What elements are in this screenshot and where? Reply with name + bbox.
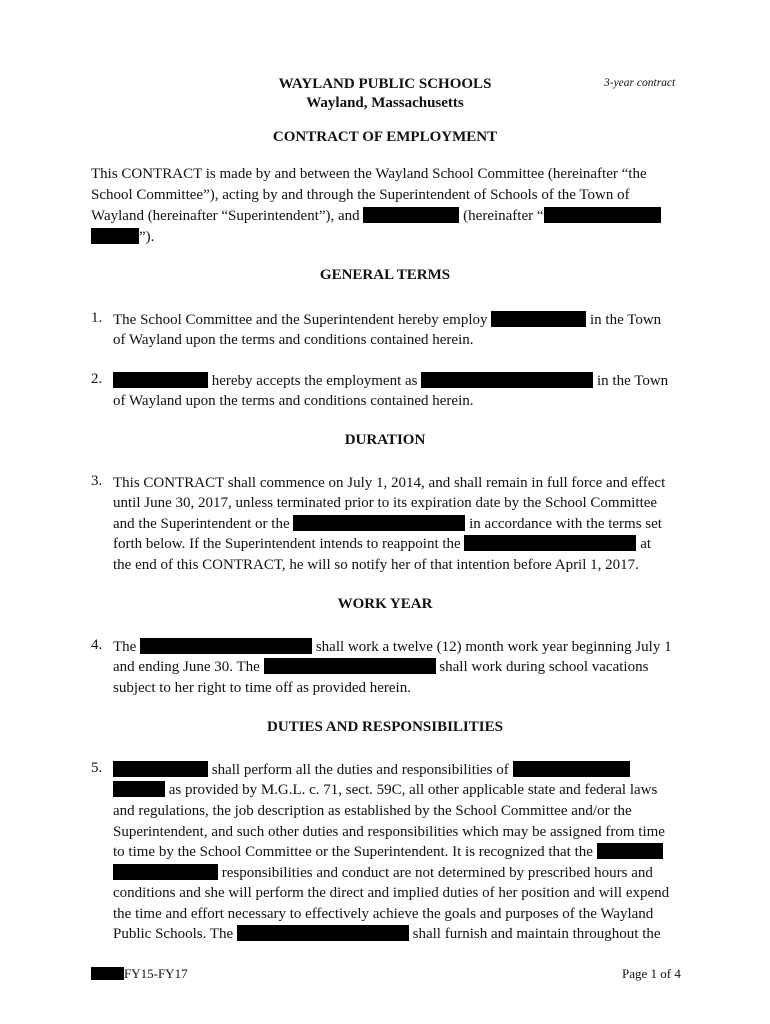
redaction xyxy=(363,207,459,223)
item-number: 1. xyxy=(91,310,103,326)
item-5-line-3: and regulations, the job description as established by the School Committee and/or the xyxy=(113,803,632,819)
redaction xyxy=(597,843,663,859)
redaction xyxy=(513,761,630,777)
intro-line-4: ”). xyxy=(91,227,154,248)
item-5-line-8: the time and effort necessary to effectively achieve the goals and purposes of the Wayland xyxy=(113,906,654,922)
item-number: 3. xyxy=(91,473,103,489)
item-3-line-5: the end of this CONTRACT, he will so notify her of that intention before April 1, 2017. xyxy=(113,557,639,573)
item-3-line-2: until June 30, 2017, unless terminated prior to its expiration date by the School Committee xyxy=(113,495,658,511)
section-heading-duties: DUTIES AND RESPONSIBILITIES xyxy=(267,719,503,735)
redaction xyxy=(464,535,636,551)
item-1-line-1: The School Committee and the Superintendent hereby employ in the Town xyxy=(113,312,662,328)
item-number: 4. xyxy=(91,637,103,653)
redaction xyxy=(491,311,586,327)
item-3-line-1: This CONTRACT shall commence on July 1, 2014, and shall remain in full force and effect xyxy=(113,475,666,491)
redaction xyxy=(293,515,465,531)
footer-fiscal-years: FY15-FY17 xyxy=(124,966,188,981)
redaction xyxy=(91,228,139,244)
redaction xyxy=(264,658,436,674)
item-5-line-2: as provided by M.G.L. c. 71, sect. 59C, all other applicable state and federal laws xyxy=(113,780,657,801)
contract-term-tag: 3-year contract xyxy=(604,77,676,89)
redaction xyxy=(544,207,661,223)
item-2-line-2: of Wayland upon the terms and conditions contained herein. xyxy=(113,393,474,409)
item-number: 2. xyxy=(91,371,103,387)
redaction xyxy=(421,372,593,388)
redaction xyxy=(140,638,312,654)
document-title: CONTRACT OF EMPLOYMENT xyxy=(272,129,498,145)
redaction xyxy=(113,372,208,388)
item-3-line-3: and the Superintendent or the in accordance with the terms set xyxy=(113,516,662,532)
intro-line-1: This CONTRACT is made by and between the Wayland School Committee (hereinafter “the xyxy=(91,166,647,182)
redaction xyxy=(113,781,165,797)
item-1-line-2: of Wayland upon the terms and conditions contained herein. xyxy=(113,332,474,348)
item-4-line-1: The shall work a twelve (12) month work year beginning July 1 xyxy=(113,639,672,655)
item-3-line-4: forth below. If the Superintendent intends to reappoint the at xyxy=(113,536,652,552)
item-number: 5. xyxy=(91,760,103,776)
redaction xyxy=(91,967,124,980)
item-5-line-9: Public Schools. The shall furnish and maintain throughout the xyxy=(113,926,661,942)
intro-line-3: Wayland (hereinafter “Superintendent”), and (hereinafter “ xyxy=(91,206,661,227)
item-5-line-1: shall perform all the duties and responsibilities of xyxy=(113,760,630,781)
redaction xyxy=(237,925,409,941)
redaction xyxy=(113,761,208,777)
item-5-line-6: responsibilities and conduct are not determined by prescribed hours and xyxy=(113,863,653,884)
intro-line-2: School Committee”), acting by and through the Superintendent of Schools of the Town of xyxy=(91,187,630,203)
footer-left xyxy=(91,966,188,982)
section-heading-general-terms: GENERAL TERMS xyxy=(319,267,451,283)
section-heading-work-year: WORK YEAR xyxy=(337,596,433,612)
item-2-line-1: hereby accepts the employment as in the Town xyxy=(113,371,668,392)
item-4-line-3: subject to her right to time off as provided herein. xyxy=(113,680,411,696)
item-5-line-7: conditions and she will perform the direct and implied duties of her position and will expend xyxy=(113,885,670,901)
section-heading-duration: DURATION xyxy=(344,432,426,448)
item-4-line-2: and ending June 30. The shall work during school vacations xyxy=(113,659,649,675)
item-5-line-4: Superintendent, and such other duties and responsibilities which may be assigned from time xyxy=(113,824,665,840)
org-name: WAYLAND PUBLIC SCHOOLS xyxy=(278,76,492,92)
redaction xyxy=(113,864,218,880)
page-number: Page 1 of 4 xyxy=(622,966,681,981)
org-location: Wayland, Massachusetts xyxy=(306,95,464,111)
item-5-line-5: to time by the School Committee or the Superintendent. It is recognized that the xyxy=(113,842,663,863)
